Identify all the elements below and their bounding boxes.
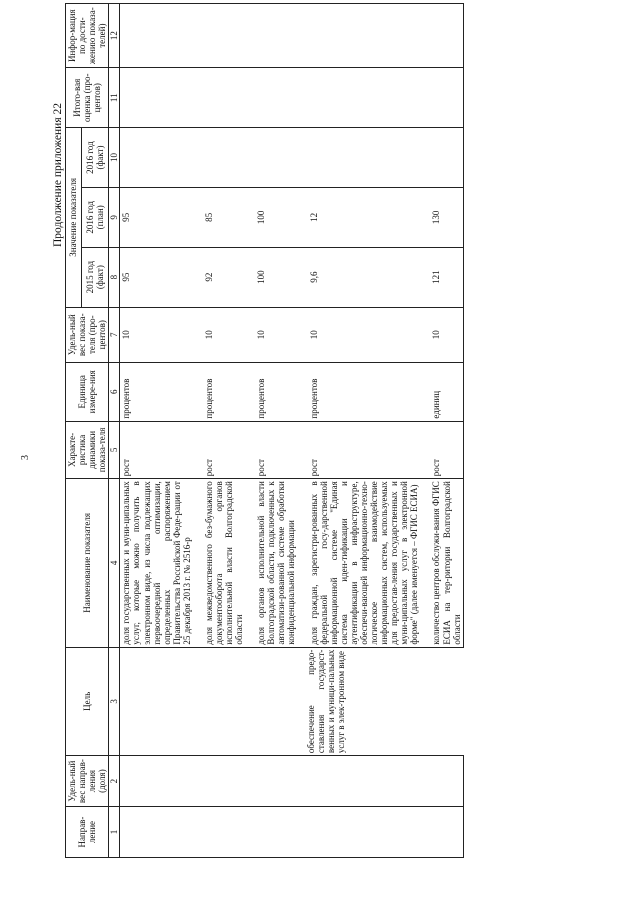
direction-weight-cell	[308, 756, 421, 807]
info-cell	[430, 4, 463, 68]
fact2016-cell	[120, 128, 193, 188]
direction-cell	[308, 807, 421, 858]
total-cell	[255, 68, 297, 128]
column-number: 1	[109, 807, 120, 858]
unit-cell: единиц	[430, 362, 463, 421]
header-direction: Направ-ление	[66, 807, 109, 858]
header-unit: Единица измере-ния	[66, 362, 109, 421]
header-indicator-weight: Удель-ный вес показа-теля (про-центов)	[66, 307, 109, 362]
y2015-cell: 9,6	[308, 247, 421, 307]
header-dynamics: Характе-ристика динамики показа-теля	[66, 421, 109, 479]
total-cell	[203, 68, 245, 128]
header-row-1	[66, 4, 82, 858]
column-number: 3	[109, 647, 120, 756]
column-number: 12	[109, 4, 120, 68]
plan2016-cell: 95	[120, 187, 193, 247]
plan2016-cell: 130	[430, 187, 463, 247]
plan2016-cell: 85	[203, 187, 245, 247]
fact2016-cell	[203, 128, 245, 188]
direction-weight-cell	[255, 756, 297, 807]
indicators-table	[65, 3, 464, 858]
total-cell	[308, 68, 421, 128]
column-number: 10	[109, 128, 120, 188]
unit-cell: процентов	[308, 362, 421, 421]
weight-cell: 10	[120, 307, 193, 362]
y2015-cell: 95	[120, 247, 193, 307]
dynamics-cell: рост	[308, 421, 421, 479]
column-number: 7	[109, 307, 120, 362]
dynamics-cell: рост	[203, 421, 245, 479]
y2015-cell: 92	[203, 247, 245, 307]
header-direction-weight: Удель-ный вес направ-ления (доля)	[66, 756, 109, 807]
y2015-cell: 100	[255, 247, 297, 307]
dynamics-cell: рост	[120, 421, 193, 479]
header-info: Инфор-мация по дости-жению показа-телей)	[66, 4, 109, 68]
indicator-name-cell: доля государственных и муни-ципальных услуг, которые можно получить в электронном виде, из числа подлежащих первоочередной оптимизации, определенных распоряжением Правительства Российской Феде-рации от 25 декабря 2013 г. № 2516-р	[120, 479, 193, 647]
direction-cell	[430, 807, 463, 858]
column-number: 4	[109, 479, 120, 647]
weight-cell: 10	[430, 307, 463, 362]
goal-cell: обеспечение предо-ставления государст-венных и муници-пальных услуг в элек-тронном виде	[120, 647, 463, 756]
indicator-name-cell: доля межведомственного без-бумажного документооборота органов исполнительной власти Волгоградской области	[203, 479, 245, 647]
direction-weight-cell	[120, 756, 193, 807]
dynamics-cell: рост	[255, 421, 297, 479]
plan2016-cell: 100	[255, 187, 297, 247]
column-number-row	[109, 4, 120, 858]
header-total: Итого-вая оценка (про-центов)	[66, 68, 109, 128]
direction-cell	[255, 807, 297, 858]
total-cell	[430, 68, 463, 128]
column-number: 11	[109, 68, 120, 128]
indicator-name-cell: доля граждан, зарегистри-рованных в федеральной госу-дарственной информационной системе "Единая система иден-тификации и аутентификации в инфраструктуре, обеспечи-вающей информационно-техно-логическое взаимодействие информационных систем, используемых для предостав-ления государственных и муни-ципальных услуг в электронной форме" (далее именуется – ФГИС ЕСИА)	[308, 479, 421, 647]
unit-cell: процентов	[120, 362, 193, 421]
unit-cell: процентов	[203, 362, 245, 421]
fact2016-cell	[255, 128, 297, 188]
fact2016-cell	[308, 128, 421, 188]
continuation-label: Продолжение приложения 22	[52, 103, 64, 247]
fact2016-cell	[430, 128, 463, 188]
weight-cell: 10	[203, 307, 245, 362]
direction-cell	[120, 807, 193, 858]
page-number: 3	[20, 455, 31, 460]
info-cell	[308, 4, 421, 68]
dynamics-cell: рост	[430, 421, 463, 479]
column-number: 8	[109, 247, 120, 307]
plan2016-cell: 12	[308, 187, 421, 247]
direction-weight-cell	[203, 756, 245, 807]
table-row	[120, 4, 193, 858]
header-goal: Цель	[66, 647, 109, 756]
column-number: 9	[109, 187, 120, 247]
direction-weight-cell	[430, 756, 463, 807]
header-2015-fact: 2015 год (факт)	[81, 247, 109, 307]
column-number: 2	[109, 756, 120, 807]
info-cell	[120, 4, 193, 68]
direction-cell	[203, 807, 245, 858]
header-value-group: Значение показателя	[66, 128, 82, 307]
y2015-cell: 121	[430, 247, 463, 307]
indicator-name-cell: количество центров обслужи-вания ФГИС ЕСИА на тер-ритории Волгоградской области	[430, 479, 463, 647]
header-indicator-name: Наименование показателя	[66, 479, 109, 647]
column-number: 5	[109, 421, 120, 479]
header-2016-plan: 2016 год (план)	[81, 187, 109, 247]
total-cell	[120, 68, 193, 128]
column-number: 6	[109, 362, 120, 421]
weight-cell: 10	[308, 307, 421, 362]
info-cell	[203, 4, 245, 68]
weight-cell: 10	[255, 307, 297, 362]
unit-cell: процентов	[255, 362, 297, 421]
indicator-name-cell: доля органов исполнительной власти Волгоградской области, подключенных к автоматизи-рованной системе обработки конфиденциальной информации	[255, 479, 297, 647]
header-2016-fact: 2016 год (факт)	[81, 128, 109, 188]
info-cell	[255, 4, 297, 68]
